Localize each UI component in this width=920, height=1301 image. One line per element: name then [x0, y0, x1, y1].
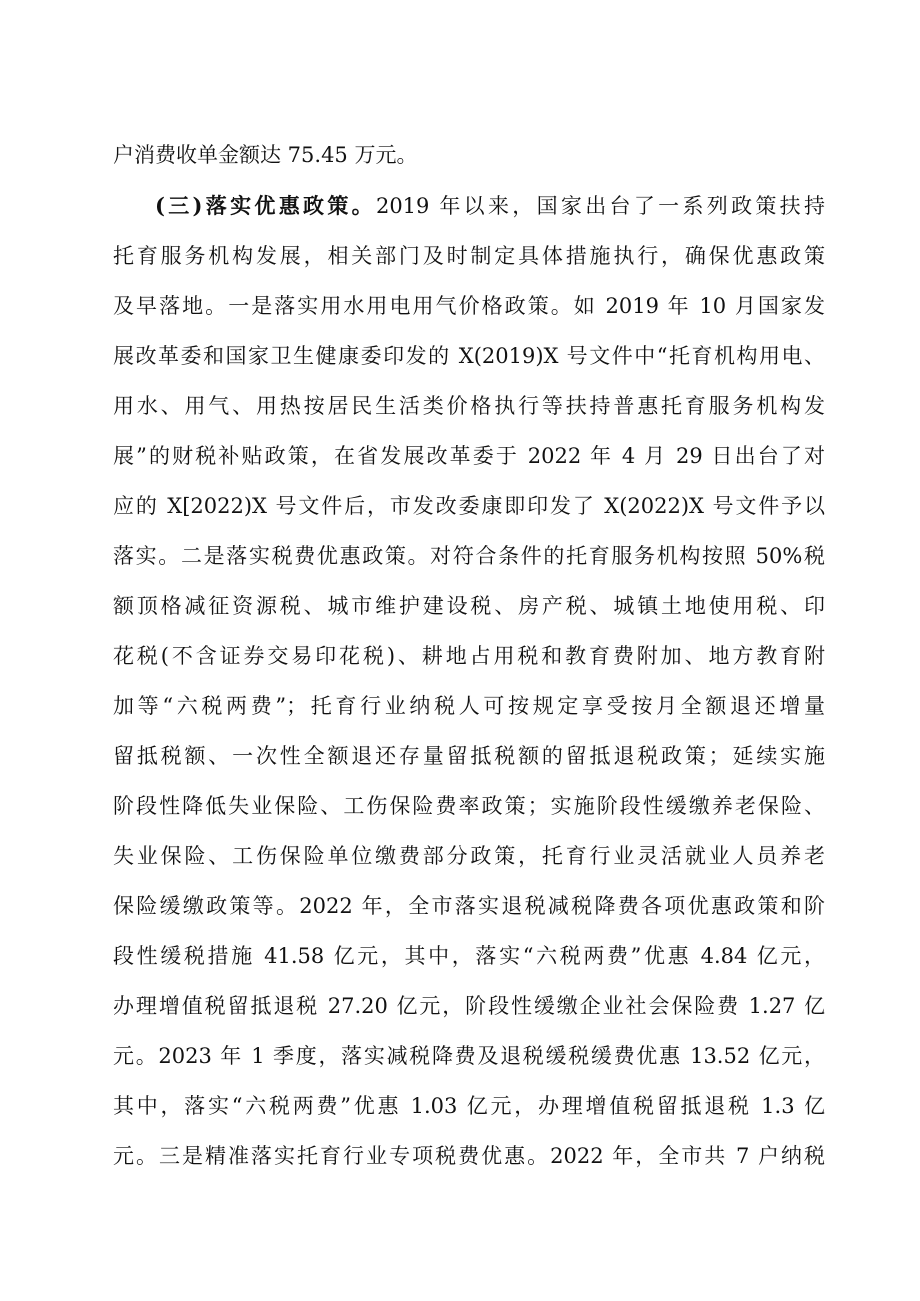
paragraph-line-21: 元。三是精准落实托育行业专项税费优惠。2022 年，全市共 7 户纳税	[113, 1144, 825, 1168]
paragraph-line-10: 额顶格减征资源税、城市维护建设税、房产税、城镇土地使用税、印	[113, 594, 825, 618]
paragraph-line-15: 失业保险、工伤保险单位缴费部分政策，托育行业灵活就业人员养老	[113, 844, 825, 868]
paragraph-line-14: 阶段性降低失业保险、工伤保险费率政策；实施阶段性缓缴养老保险、	[113, 794, 825, 818]
paragraph-line-17: 段性缓税措施 41.58 亿元，其中，落实“六税两费”优惠 4.84 亿元，	[113, 944, 825, 968]
paragraph-line-3: 托育服务机构发展，相关部门及时制定具体措施执行，确保优惠政策	[113, 244, 825, 268]
paragraph-line-7: 展”的财税补贴政策，在省发展改革委于 2022 年 4 月 29 日出台了对	[113, 444, 825, 468]
paragraph-line-11: 花税(不含证券交易印花税)、耕地占用税和教育费附加、地方教育附	[113, 644, 825, 668]
paragraph-line-4: 及早落地。一是落实用水用电用气价格政策。如 2019 年 10 月国家发	[113, 294, 825, 318]
section-heading: (三)落实优惠政策。	[155, 193, 376, 218]
paragraph-line-18: 办理增值税留抵退税 27.20 亿元，阶段性缓缴企业社会保险费 1.27 亿	[113, 994, 825, 1018]
section-line	[155, 186, 825, 226]
paragraph-line-6: 用水、用气、用热按居民生活类价格执行等扶持普惠托育服务机构发	[113, 394, 825, 418]
section-intro: 2019 年以来，国家出台了一系列政策扶持	[375, 194, 825, 218]
paragraph-line-1: 户消费收单金额达 75.45 万元。	[113, 143, 418, 167]
paragraph-line-16: 保险缓缴政策等。2022 年，全市落实退税减税降费各项优惠政策和阶	[113, 894, 825, 918]
paragraph-line-20: 其中，落实“六税两费”优惠 1.03 亿元，办理增值税留抵退税 1.3 亿	[113, 1094, 825, 1118]
paragraph-line-12: 加等“六税两费”；托育行业纳税人可按规定享受按月全额退还增量	[113, 694, 825, 718]
paragraph-line-19: 元。2023 年 1 季度，落实减税降费及退税缓税缓费优惠 13.52 亿元，	[113, 1044, 825, 1068]
paragraph-line-8: 应的 X[2022)X 号文件后，市发改委康即印发了 X(2022)X 号文件予以	[113, 494, 825, 518]
paragraph-line-9: 落实。二是落实税费优惠政策。对符合条件的托育服务机构按照 50%税	[113, 544, 825, 568]
paragraph-line-13: 留抵税额、一次性全额退还存量留抵税额的留抵退税政策；延续实施	[113, 744, 825, 768]
paragraph-line-5: 展改革委和国家卫生健康委印发的 X(2019)X 号文件中“托育机构用电、	[113, 344, 825, 368]
